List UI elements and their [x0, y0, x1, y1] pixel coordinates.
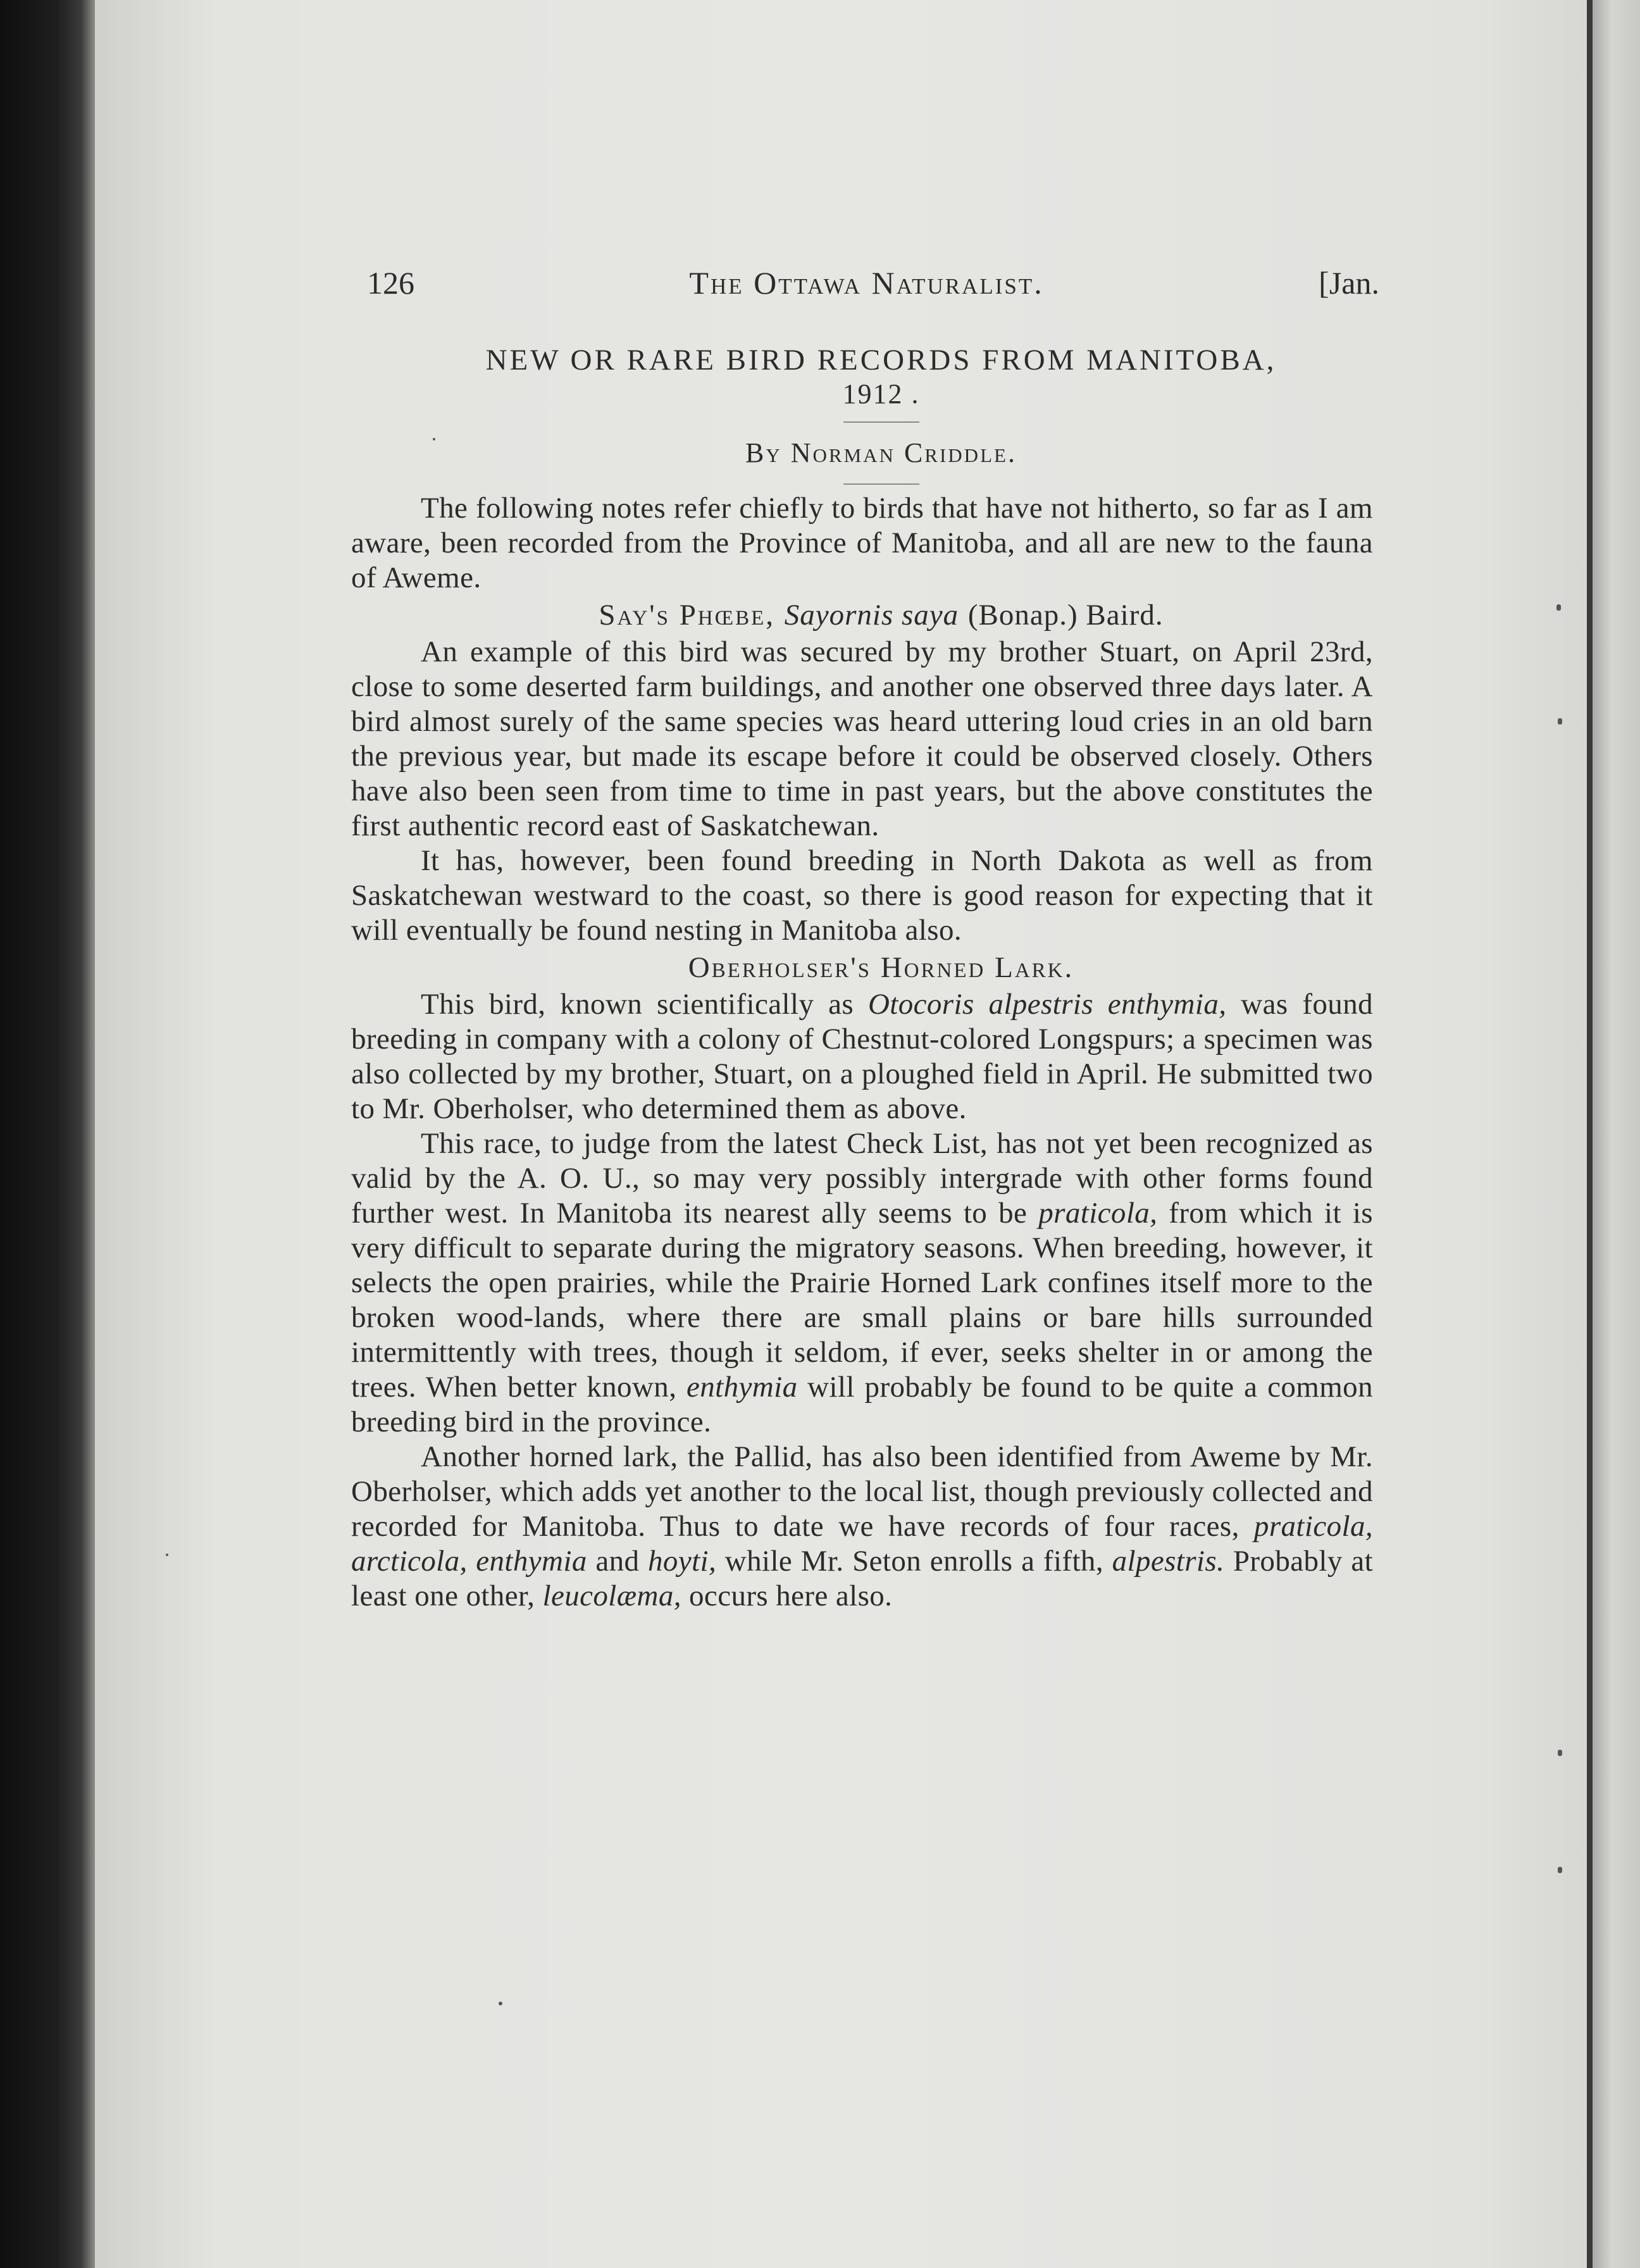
- text-run: Probably at least one other,: [351, 1545, 1374, 1612]
- intro-paragraph: The following notes refer chiefly to birds that have not hitherto, so far as I am aware, been recorded from the Province of Manitoba, and all are new to the fauna of Aweme.: [351, 492, 1373, 594]
- text-run: will probably be found to be quite a common breeding bird in the province.: [351, 1371, 1373, 1438]
- next-page-edge: [1593, 0, 1640, 2268]
- text-run: while Mr. Seton enrolls a fifth,: [724, 1545, 1103, 1578]
- binding-line: [1587, 0, 1593, 2268]
- dust-speck: [499, 2002, 502, 2005]
- section-heading-says-phoebe: [389, 595, 1373, 635]
- article-text: [351, 265, 1379, 1614]
- title-rule: [843, 421, 919, 423]
- page-number: 126: [367, 265, 414, 301]
- heading-authority: (Bonap.) Baird.: [967, 599, 1164, 632]
- byline: By Norman Criddle.: [745, 437, 1017, 468]
- scientific-name: leucolæma,: [542, 1580, 681, 1612]
- paragraph: It has, however, been found breeding in North Dakota as well as from Saskatchewan westward to the coast, so there is good reason for expecting that it will eventually be found nesting in Manitoba also.: [351, 844, 1373, 947]
- heading-scientific-name: Sayornis saya: [784, 599, 959, 632]
- scientific-name: enthymia: [686, 1371, 798, 1404]
- dust-speck: [1558, 1867, 1562, 1873]
- paragraph: An example of this bird was secured by my brother Stuart, on April 23rd, close to some deserted farm buildings, and another one observed three days later. A bird almost surely of the same species was heard uttering loud cries in an old barn the previous year, but made its escape before it could be observed closely. Others have also been seen from time to time in past years, but the above constitutes the first authentic record east of Saskatchewan.: [351, 635, 1373, 842]
- text-run: and: [595, 1545, 640, 1578]
- section-heading-horned-lark: Oberholser's Horned Lark.: [688, 951, 1074, 984]
- text-run: Another horned lark, the Pallid, has also been identified from Aweme by Mr. Oberholser, which adds yet another to the local list, though previously collected and recorded for Manitoba. Thus to date we have records of four races,: [351, 1440, 1373, 1543]
- heading-common-name: Say's Phœbe,: [599, 599, 775, 632]
- text-run: was found breeding in company with a colony of Chestnut-colored Longspurs; a specimen was also collected by my brother, Stuart, on a ploughed field in April. He submitted two to Mr. Oberholser, who determined them as above.: [351, 988, 1373, 1125]
- scientific-name: alpestris.: [1112, 1545, 1225, 1578]
- text-run: from which it is very difficult to separate during the migratory seasons. When breeding, however, it selects the open prairies, while the Prairie Horned Lark confines itself more to the broken wood-lands, where there are small plains or bare hills surrounded intermittently with trees, though it seldom, if ever, seeks shelter in or among the trees. When better known,: [351, 1197, 1373, 1404]
- paragraph: [351, 1126, 1373, 1440]
- scientific-name: Otocoris alpestris enthymia,: [867, 988, 1227, 1021]
- journal-title: The Ottawa Naturalist.: [689, 265, 1044, 301]
- byline-rule: [843, 483, 919, 485]
- article-year: 1912 .: [842, 378, 920, 409]
- running-head: [367, 266, 1379, 323]
- dust-speck: [166, 1554, 168, 1556]
- text-run: occurs here also.: [689, 1580, 893, 1612]
- dust-speck: [1558, 718, 1562, 725]
- text-run: This race, to judge from the latest Check List, has not yet been recognized as valid by the A. O. U., so may very possibly intergrade with other forms found further west. In Manitoba its nearest ally seems to be: [351, 1127, 1373, 1230]
- scientific-name: hoyti,: [648, 1545, 717, 1578]
- scientific-name: praticola,: [1038, 1197, 1158, 1230]
- paragraph: [351, 1440, 1373, 1614]
- issue-month: [Jan.: [1319, 265, 1379, 301]
- dust-speck: [1558, 1750, 1562, 1756]
- paragraph: [351, 987, 1373, 1126]
- scientific-name: praticola, arcticola, enthymia: [351, 1510, 1373, 1578]
- article-title: NEW OR RARE BIRD RECORDS FROM MANITOBA,: [485, 344, 1277, 377]
- scan-left-border: [0, 0, 95, 2268]
- text-run: This bird, known scientifically as: [421, 988, 854, 1021]
- dust-speck: [1556, 604, 1561, 611]
